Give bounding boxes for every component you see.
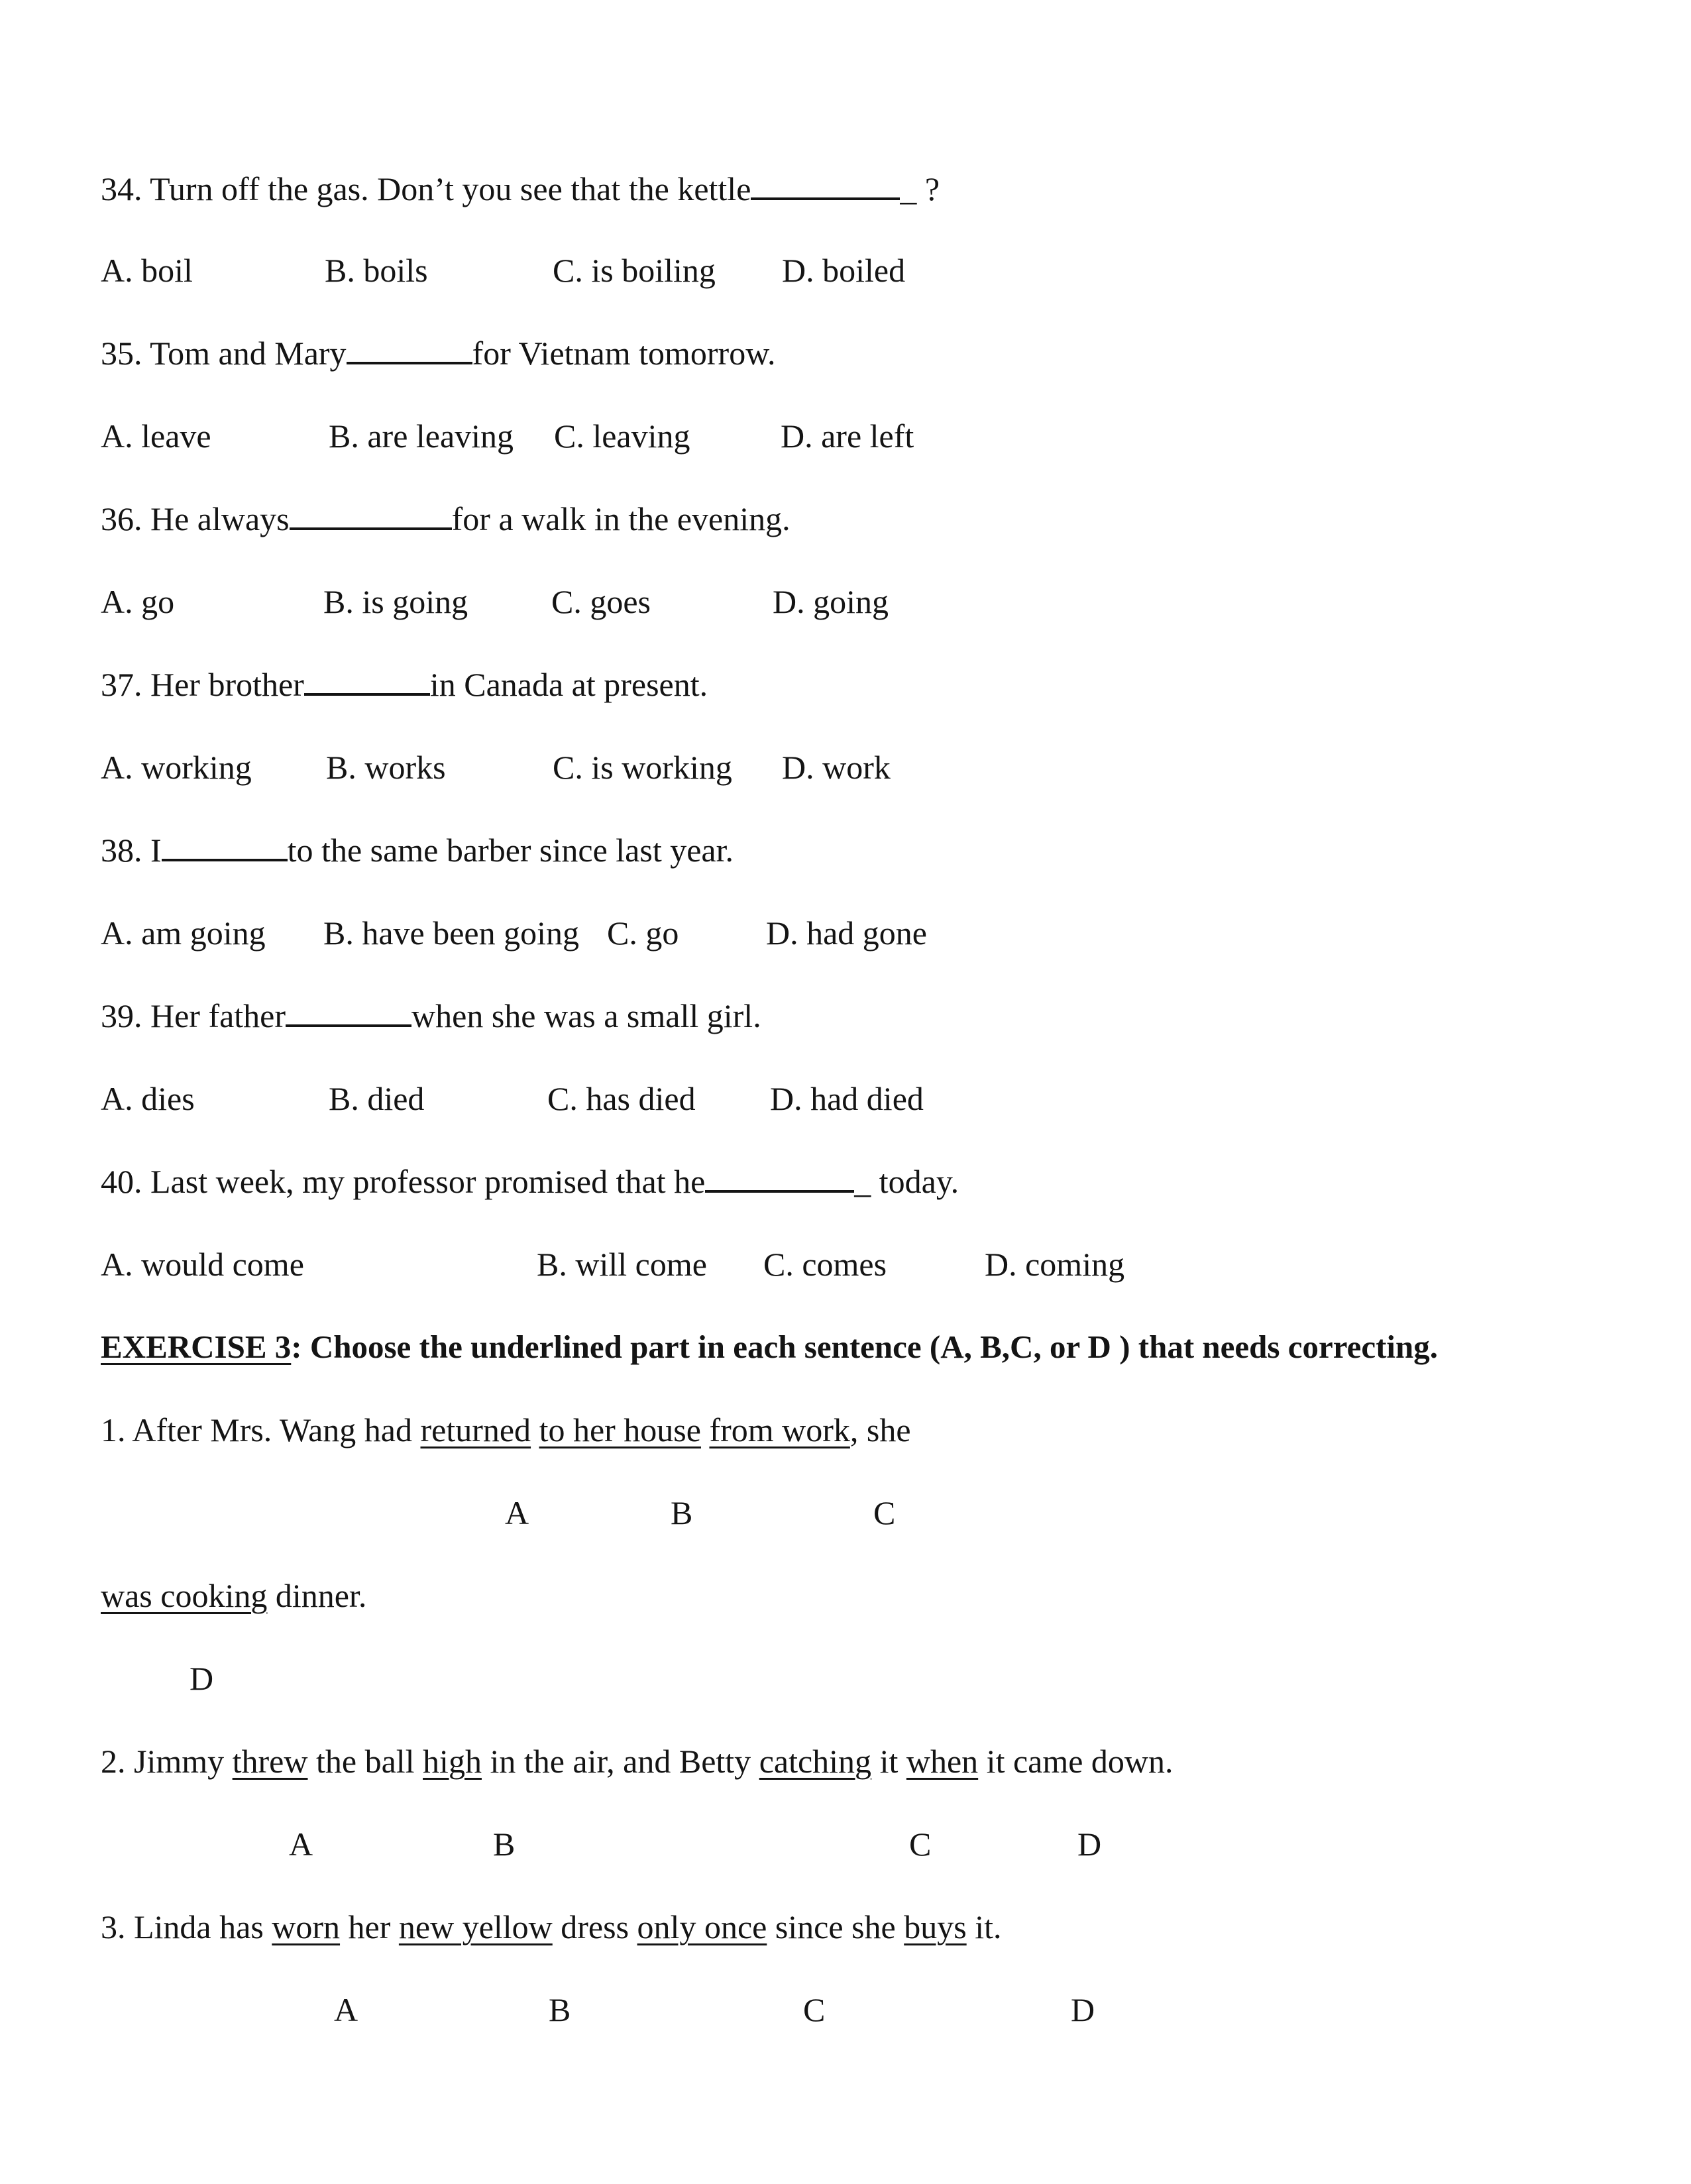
question-text-end: when she was a small girl. (411, 997, 761, 1034)
underlined-part-d[interactable]: buys (904, 1908, 967, 1945)
exercise-instruction: : Choose the underlined part in each sentence (A, B,C, or D ) that needs correcting. (291, 1329, 1439, 1365)
question-text: Tom and Mary (150, 335, 347, 372)
exercise-label: EXERCISE 3 (101, 1329, 292, 1365)
letter-a: A (505, 1494, 529, 1531)
underlined-part-b[interactable]: high (423, 1743, 482, 1780)
underlined-part-a[interactable]: returned (420, 1411, 531, 1448)
letter-b: B (493, 1826, 516, 1863)
question-number: 38. (101, 832, 150, 869)
letter-d: D (1071, 1991, 1095, 2028)
question-34 (101, 169, 940, 209)
sentence-number: 2. (101, 1743, 134, 1780)
question-36 (101, 499, 791, 539)
sentence-1-continued (101, 1576, 366, 1615)
question-number: 40. (101, 1163, 150, 1200)
option-a[interactable]: A. go (101, 583, 175, 620)
letter-d: D (1077, 1826, 1102, 1863)
answer-blank[interactable] (290, 502, 452, 530)
question-text: Her father (150, 997, 286, 1034)
sentence-text: Linda has (134, 1908, 272, 1945)
question-38 (101, 830, 734, 870)
question-text-end: for Vietnam tomorrow. (472, 335, 776, 372)
question-text: I (150, 832, 162, 869)
sentence-text: dress (552, 1908, 637, 1945)
sentence-text: dinner. (267, 1577, 367, 1614)
underlined-part-a[interactable]: worn (272, 1908, 341, 1945)
question-text: Turn off the gas. Don’t you see that the kettle (150, 170, 751, 207)
answer-blank[interactable] (347, 337, 472, 364)
option-c[interactable]: C. is boiling (553, 252, 716, 289)
option-d[interactable]: D. going (773, 583, 889, 620)
sentence-text: , she (849, 1411, 911, 1448)
option-c[interactable]: C. leaving (554, 417, 690, 455)
letter-c: C (803, 1991, 826, 2028)
sentence-text: since she (767, 1908, 904, 1945)
sentence-number: 3. (101, 1908, 134, 1945)
answer-blank[interactable] (751, 172, 900, 200)
letter-a: A (289, 1826, 313, 1863)
option-d[interactable]: D. work (782, 749, 891, 786)
option-b[interactable]: B. will come (537, 1246, 707, 1283)
answer-blank[interactable] (304, 668, 430, 696)
option-d[interactable]: D. had died (770, 1080, 924, 1117)
option-d[interactable]: D. boiled (782, 252, 906, 289)
underlined-part-c[interactable]: only once (637, 1908, 767, 1945)
sentence-text: After Mrs. Wang had (132, 1411, 421, 1448)
exercise-3-heading (101, 1327, 1438, 1367)
answer-blank[interactable] (286, 999, 411, 1027)
option-b[interactable]: B. died (329, 1080, 425, 1117)
question-37 (101, 665, 708, 704)
question-39 (101, 996, 761, 1036)
sentence-text: it came down. (978, 1743, 1173, 1780)
question-number: 35. (101, 335, 150, 372)
sentence-text: the ball (307, 1743, 423, 1780)
option-b[interactable]: B. have been going (323, 914, 580, 952)
sentence-2 (101, 1741, 1173, 1781)
question-text-end: _ today. (854, 1163, 959, 1200)
answer-blank[interactable] (705, 1165, 854, 1193)
sentence-text: it. (966, 1908, 1002, 1945)
option-a[interactable]: A. am going (101, 914, 266, 952)
question-text: Her brother (150, 666, 304, 703)
letter-d: D (190, 1660, 214, 1697)
answer-blank[interactable] (162, 834, 288, 861)
option-c[interactable]: C. has died (547, 1080, 696, 1117)
option-b[interactable]: B. works (326, 749, 446, 786)
option-c[interactable]: C. goes (551, 583, 651, 620)
underlined-part-b[interactable]: new yellow (398, 1908, 553, 1945)
sentence-1 (101, 1410, 911, 1450)
option-c[interactable]: C. go (607, 914, 679, 952)
option-c[interactable]: C. is working (553, 749, 732, 786)
question-35 (101, 333, 776, 373)
question-number: 37. (101, 666, 150, 703)
question-number: 39. (101, 997, 150, 1034)
option-d[interactable]: D. had gone (766, 914, 927, 952)
letter-b: B (671, 1494, 693, 1531)
option-d[interactable]: D. coming (985, 1246, 1125, 1283)
underlined-part-b[interactable]: to her house (539, 1411, 701, 1448)
question-text-end: for a walk in the evening. (451, 500, 791, 537)
letter-a: A (334, 1991, 358, 2028)
sentence-text: her (340, 1908, 399, 1945)
underlined-part-d[interactable]: when (906, 1743, 979, 1780)
question-number: 34. (101, 170, 150, 207)
underlined-part-a[interactable]: threw (232, 1743, 308, 1780)
letter-b: B (549, 1991, 571, 2028)
underlined-part-d[interactable]: was cooking (101, 1577, 268, 1614)
sentence-text (531, 1411, 539, 1448)
sentence-text: Jimmy (134, 1743, 233, 1780)
question-text-end: in Canada at present. (429, 666, 708, 703)
option-a[interactable]: A. would come (101, 1246, 304, 1283)
sentence-number: 1. (101, 1411, 133, 1448)
underlined-part-c[interactable]: catching (759, 1743, 872, 1780)
letter-c: C (873, 1494, 896, 1531)
sentence-3 (101, 1907, 1001, 1947)
option-a[interactable]: A. leave (101, 417, 211, 455)
question-text-end: to the same barber since last year. (287, 832, 734, 869)
option-a[interactable]: A. working (101, 749, 252, 786)
option-b[interactable]: B. are leaving (329, 417, 514, 455)
sentence-text: it (871, 1743, 906, 1780)
question-text-end: _ ? (900, 170, 940, 207)
option-b[interactable]: B. is going (323, 583, 468, 620)
option-b[interactable]: B. boils (325, 252, 428, 289)
option-a[interactable]: A. boil (101, 252, 193, 289)
question-number: 36. (101, 500, 150, 537)
option-a[interactable]: A. dies (101, 1080, 195, 1117)
sentence-text (701, 1411, 710, 1448)
option-d[interactable]: D. are left (781, 417, 914, 455)
sentence-text: in the air, and Betty (481, 1743, 759, 1780)
question-text: Last week, my professor promised that he (150, 1163, 706, 1200)
underlined-part-c[interactable]: from work (709, 1411, 850, 1448)
letter-c: C (909, 1826, 932, 1863)
question-40 (101, 1162, 959, 1201)
question-text: He always (150, 500, 290, 537)
option-c[interactable]: C. comes (763, 1246, 887, 1283)
